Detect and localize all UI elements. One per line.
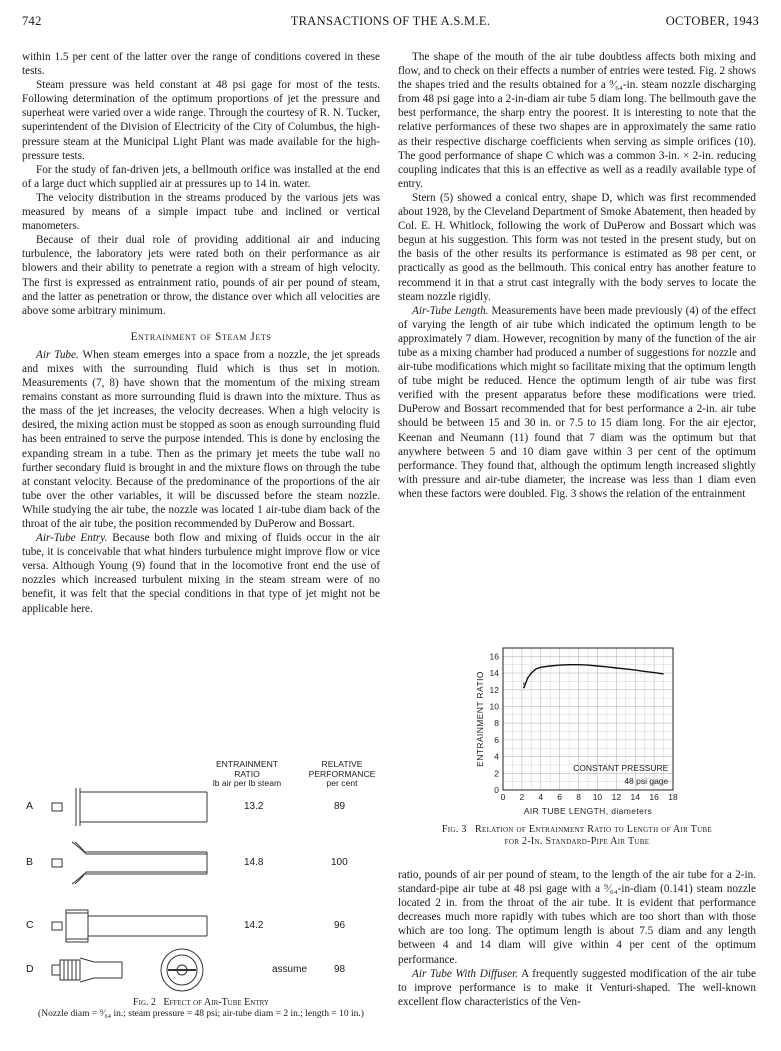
- paragraph: The velocity distribution in the streams produced by the various jets was measured by means of a simple impact tube and inclined or vertical manometers.: [22, 191, 380, 233]
- section-heading: Entrainment of Steam Jets: [130, 330, 272, 343]
- paragraph: within 1.5 per cent of the latter over the range of conditions covered in these tests.: [22, 51, 380, 78]
- x-tick-label: 2: [519, 792, 525, 802]
- figure-3-caption: [398, 824, 756, 847]
- paragraph-text: Because both flow and mixing of fluids occur in the air tube, it is conceivable that what hinders turbulence might improve flow or vice versa. Although Young (9) found that in the locomotive front end the use of nozzles which increased turbulent mixing in the steam stream were of no benefit, it was felt that the special conditions in that type of jet might not be applicable here.: [22, 532, 381, 615]
- paragraph: [22, 348, 380, 531]
- performance-value: 100: [331, 857, 348, 868]
- performance-value: 89: [334, 801, 346, 812]
- y-tick-label: 16: [489, 651, 499, 662]
- x-tick-label: 4: [538, 792, 544, 802]
- performance-value: 98: [334, 964, 346, 975]
- run-in-heading: Air-Tube Length.: [412, 304, 489, 317]
- left-column: [22, 50, 380, 616]
- x-tick-label: 0: [500, 792, 506, 802]
- x-tick-label: 16: [649, 792, 659, 802]
- y-tick-label: 2: [494, 768, 499, 779]
- caption-note: (Nozzle diam = ⁹⁄₆₄ in.; steam pressure = 48 psi; air-tube diam = 2 in.; length = 10 in.): [38, 1008, 364, 1019]
- paragraph: Steam pressure was held constant at 48 psi gage for most of the tests. Following determination of the optimum proportions of jet the pressure and superheat were varied over a wide range. Through the courtesy of R. N. Tucker, superintendent of the Division of Electricity of the City of Columbus, the high-pressure steam at the Municipal Light Plant was made available for the high-pressure tests.: [22, 79, 380, 162]
- x-tick-label: 8: [576, 792, 581, 802]
- paragraph-text: A frequently suggested modification of the air tube to improve performance is to make it Venturi-shaped. The well-known excellent flow characteristics of the Ven-: [398, 967, 756, 1008]
- figure-2-caption: [22, 997, 380, 1020]
- y-tick-label: 4: [494, 751, 499, 762]
- shape-label: B: [26, 856, 34, 868]
- entry-shape-b: [52, 842, 207, 884]
- journal-title: TRANSACTIONS OF THE A.S.M.E.: [290, 14, 491, 28]
- x-tick-label: 12: [611, 792, 622, 802]
- figure-title-line-2: for 2-In. Standard-Pipe Air Tube: [504, 835, 650, 847]
- entrainment-value: 13.2: [244, 801, 264, 812]
- run-in-heading: Air Tube.: [36, 348, 79, 361]
- header-line: RELATIVE: [321, 759, 363, 769]
- x-tick-label: 18: [668, 792, 678, 802]
- entry-shape-a: [52, 788, 207, 826]
- entrainment-chart: [398, 640, 756, 820]
- header-line: PERFORMANCE: [308, 768, 376, 779]
- shape-label: D: [26, 963, 34, 975]
- issue-date: OCTOBER, 1943: [665, 14, 759, 28]
- caption-line: [22, 997, 380, 1009]
- entrainment-value: assume: [272, 964, 308, 975]
- header-line: per cent: [326, 778, 358, 788]
- series-line: [524, 665, 664, 688]
- page-number: 742: [22, 14, 42, 28]
- x-tick-label: 10: [592, 792, 603, 802]
- figure-title: Relation of Entrainment Ratio to Length of Air Tube: [475, 824, 713, 835]
- paragraph: [398, 967, 756, 1009]
- y-axis-label: ENTRAINMENT RATIO: [475, 671, 485, 767]
- header-line: RATIO: [234, 768, 260, 779]
- performance-value: 96: [334, 920, 346, 931]
- paragraph: [22, 531, 380, 616]
- paragraph: Stern (5) showed a conical entry, shape D, which was first recommended about 1928, by the Cleveland Department of Smoke Abatement, then headed by Col. E. H. Whitlock, following the work of DuPerow and Bossart which was begun at his suggestion. This form was not tested in the present study, but on the basis of the other results its performance is estimated as 98 per cent, or practically as good as the bellmouth. This conical entry has another feature to recommend it in that a strut cast integrally with the body serves to locate the steam nozzle rigidly.: [398, 191, 756, 303]
- figure-3: [398, 640, 756, 855]
- right-column-lower: [398, 868, 756, 1009]
- x-axis-label: AIR TUBE LENGTH, diameters: [523, 806, 653, 816]
- paragraph: The shape of the mouth of the air tube doubtless affects both mixing and flow, and to check on their effects a number of entries were tested. Fig. 2 shows the shapes tried and the results obtained for a ⁹⁄₆₄-in. steam nozzle discharging from 48 psi gage into a 2-in-diam air tube 5 diam long. The bellmouth gave the best performance, the sharp entry the poorest. It is interesting to note that the relative performances of these two shapes are in approximately the same ratio as their respective discharge coefficients when serving as simple orifices (10). The good performance of shape C which was a common 3-in. × 2-in. reducing coupling indicates that this is an effective as well as a readily available type of entry.: [398, 51, 756, 190]
- run-in-heading: Air Tube With Diffuser.: [412, 967, 518, 980]
- paragraph: [398, 304, 756, 501]
- caption-line: [398, 824, 756, 836]
- x-tick-label: 6: [557, 792, 563, 802]
- figure-2: [22, 760, 380, 1040]
- y-tick-label: 12: [489, 684, 499, 695]
- entrainment-value: 14.2: [244, 920, 264, 931]
- figure-number: Fig. 2: [133, 997, 156, 1008]
- shape-label: C: [26, 919, 34, 931]
- header-line: ENTRAINMENT: [215, 759, 279, 769]
- paragraph-text: When steam emerges into a space from a nozzle, the jet spreads and mixes with the surrounding fluid which is thus set in motion. Measurements (7, 8) have shown that the momentum of the mixing stream remains constant as more surrounding fluid is drawn into the mixture. Thus as the mass of the jet increases, the velocity decreases. When a high velocity is desired, the mixing action must be stopped as soon as enough surrounding fluid has been entrained to serve the purpose intended. This is done by enclosing the expanding stream in a tube. Then as the primary jet meets the tube wall no further secondary fluid is brought in and the mixture flows on through the tube at constant velocity. Because of the predominance of the proportions of the air tube over the other variables, it will be discussed before the steam nozzle. While studying the air tube, the nozzle was located 1 air-tube diam back of the throat of the air tube, the position recommended by DuPerow and Bossart.: [22, 348, 380, 530]
- paragraph: Because of their dual role of providing additional air and inducing turbulence, the laboratory jets were rated both on their performance as air blowers and their ability to penetrate a region with a stream of high velocity. The first is expressed as entrainment ratio, pounds of air per pound of steam, and the latter as penetration or throw, the distance over which all velocities are above some arbitrary minimum.: [22, 234, 380, 317]
- y-tick-label: 14: [489, 668, 499, 679]
- entry-shape-c: [52, 910, 207, 942]
- figure-title: Effect of Air-Tube Entry: [163, 997, 269, 1008]
- entry-shape-d: [52, 949, 203, 991]
- shape-label: A: [26, 800, 34, 812]
- running-header: [22, 14, 759, 32]
- paragraph: For the study of fan-driven jets, a bellmouth orifice was installed at the end of a large duct which supplied air at pressures up to 14 in. water.: [22, 163, 380, 190]
- air-tube-entry-drawings: [22, 760, 380, 995]
- paragraph: ratio, pounds of air per pound of steam, to the length of the air tube for a 2-in. standard-pipe air tube at 48 psi gage with a ⁹⁄₆₄-in-diam (0.141) steam nozzle located 2 in. from the throat of the air tube. It is evident that performance decreases much more rapidly with tubes which are too short than with those which are too long. The optimum length is about 7.5 diam and any length between 4 and 14 diam will give within 4 per cent of the optimum performance.: [398, 869, 756, 966]
- figure-number: Fig. 3: [441, 824, 467, 835]
- annotation-line: CONSTANT PRESSURE: [573, 762, 669, 773]
- annotation-line: 48 psi gage: [624, 776, 669, 787]
- y-tick-label: 10: [489, 701, 499, 712]
- entrainment-value: 14.8: [244, 857, 264, 868]
- y-tick-label: 0: [494, 785, 499, 795]
- y-tick-label: 8: [494, 718, 499, 729]
- y-tick-label: 6: [494, 734, 499, 745]
- paragraph-text: Measurements have been made previously (4) of the effect of varying the length of air tube which indicated the optimum length to be approximately 7 diam. However, recognition by many of the function of the air tube as a mixing chamber had produced a number of suggestions for nozzle and air-tube modifications which might so facilitate mixing that the optimum length of tube might be reduced. Hence the optimum length of air tube was first verified with the present apparatus before these modifications were tried. DuPerow and Bossart recommended that for best performance a 2-in. air tube should be between 15 and 30 in. or 7.5 to 15 diam long. For the air ejector, Keenan and Neumann (11) found that 7 diam was the optimum but that anywhere between 5 and 10 diam gave within 3 per cent of the optimum performance. They found that, although the optimum length increased slightly with pressure and air-tube diameter, the increase was less than 1 diam even when these factors were doubled. Fig. 3 shows the relation of the entrainment: [398, 304, 756, 500]
- header-line: lb air per lb steam: [212, 778, 282, 788]
- x-tick-label: 14: [630, 792, 640, 802]
- right-column: [398, 50, 756, 501]
- run-in-heading: Air-Tube Entry.: [36, 532, 108, 545]
